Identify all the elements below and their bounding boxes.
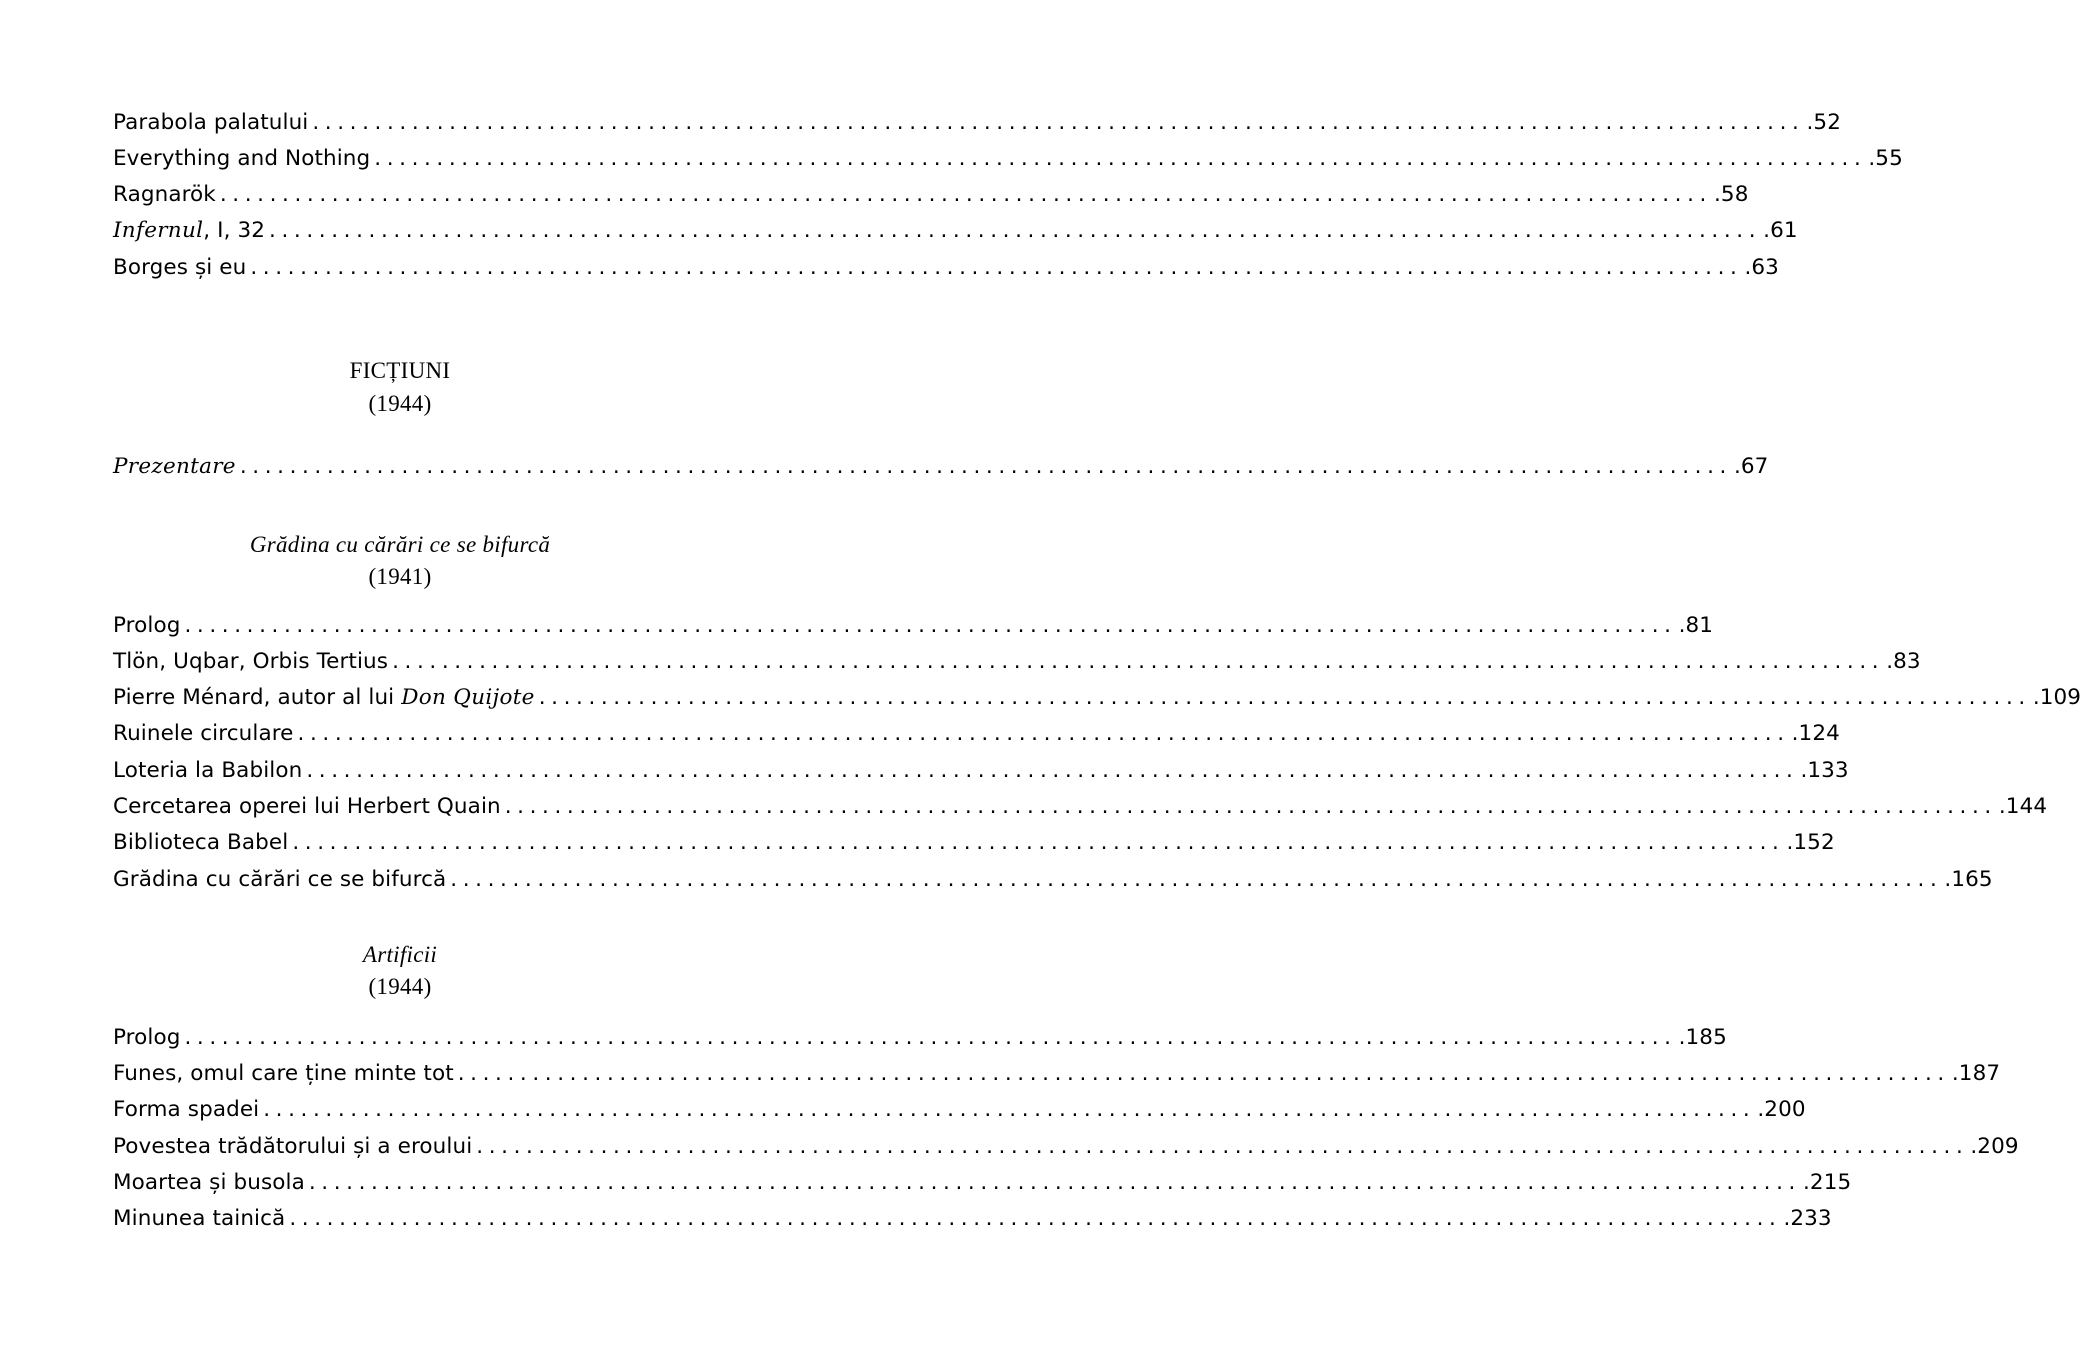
- dot-leader: ........................................................................................................................: [476, 1134, 1969, 1159]
- dot-leader: ........................................................................................................................: [538, 685, 2031, 710]
- entry-page: .55: [1868, 146, 1903, 171]
- subsection-title: Artificii: [362, 942, 438, 967]
- dot-leader: ........................................................................................................................: [457, 1061, 1950, 1086]
- entry-page: .83: [1886, 649, 1921, 674]
- toc-entry[interactable]: [113, 865, 1993, 895]
- dot-leader: ........................................................................................................................: [297, 721, 1790, 746]
- entry-title: Borges și eu: [113, 255, 247, 280]
- entry-title: Ragnarök: [113, 182, 216, 207]
- toc-entry[interactable]: [113, 216, 1798, 246]
- toc-entry[interactable]: [113, 683, 2081, 713]
- toc-entry[interactable]: [113, 1168, 1852, 1198]
- dot-leader: ........................................................................................................................: [504, 794, 1997, 819]
- dot-leader: ........................................................................................................................: [306, 758, 1799, 783]
- entry-page: .185: [1678, 1025, 1727, 1050]
- entry-page: .58: [1713, 182, 1749, 207]
- entry-title-rest: , I, 32: [203, 218, 266, 243]
- entry-title: Parabola palatului: [113, 110, 309, 135]
- entry-title-main: Pierre Ménard, autor al lui: [113, 685, 402, 710]
- entry-title: [113, 452, 236, 482]
- dot-leader: ........................................................................................................................: [184, 1025, 1677, 1050]
- toc-entry[interactable]: [113, 647, 1921, 677]
- toc-entry[interactable]: [113, 180, 1749, 210]
- dot-leader: ........................................................................................................................: [374, 146, 1867, 171]
- dot-leader: ........................................................................................................................: [312, 110, 1805, 135]
- dot-leader: ........................................................................................................................: [239, 454, 1732, 479]
- entry-title: Forma spadei: [113, 1097, 260, 1122]
- entry-title-italic: Infernul: [113, 218, 204, 243]
- dot-leader: ........................................................................................................................: [263, 1097, 1756, 1122]
- dot-leader: ........................................................................................................................: [292, 830, 1785, 855]
- toc-entry[interactable]: [113, 144, 1903, 174]
- dot-leader: ........................................................................................................................: [219, 182, 1712, 207]
- entry-page: .233: [1783, 1206, 1832, 1231]
- dot-leader: ........................................................................................................................: [250, 255, 1743, 280]
- section-year: (1944): [368, 391, 432, 416]
- entry-page: .187: [1951, 1061, 2001, 1086]
- toc-entry[interactable]: [113, 253, 1779, 283]
- entry-page: .165: [1944, 867, 1993, 892]
- entry-title: [113, 216, 265, 246]
- toc-entry[interactable]: [113, 1132, 2019, 1162]
- entry-page: .109: [2032, 685, 2081, 710]
- entry-page: .144: [1998, 794, 2048, 819]
- subsection-year: (1944): [368, 974, 432, 999]
- entry-title-italic: Prezentare: [113, 454, 236, 479]
- toc-entry[interactable]: [113, 1095, 1806, 1125]
- entry-page: .52: [1806, 110, 1841, 135]
- dot-leader: ........................................................................................................................: [289, 1206, 1782, 1231]
- entry-title: Prolog: [113, 613, 181, 638]
- toc-entry[interactable]: [113, 1023, 1727, 1053]
- dot-leader: ........................................................................................................................: [269, 218, 1762, 243]
- dot-leader: ........................................................................................................................: [450, 867, 1943, 892]
- entry-title: Tlön, Uqbar, Orbis Tertius: [113, 649, 389, 674]
- dot-leader: ........................................................................................................................: [392, 649, 1885, 674]
- entry-page: .133: [1800, 758, 1849, 783]
- entry-page: .152: [1786, 830, 1835, 855]
- entry-page: .200: [1757, 1097, 1806, 1122]
- entry-title: Minunea tainică: [113, 1206, 286, 1231]
- toc-entry[interactable]: [113, 792, 2048, 822]
- entry-title: Moartea și busola: [113, 1170, 305, 1195]
- entry-title: Loteria la Babilon: [113, 758, 303, 783]
- entry-page: .81: [1678, 613, 1714, 638]
- toc-entry[interactable]: [113, 611, 1714, 641]
- section-title: FICȚIUNI: [349, 358, 451, 383]
- entry-title: Cercetarea operei lui Herbert Quain: [113, 794, 501, 819]
- toc-entry[interactable]: [113, 828, 1835, 858]
- entry-title: Prolog: [113, 1025, 181, 1050]
- entry-page: .124: [1791, 721, 1840, 746]
- toc-entry[interactable]: [113, 1204, 1832, 1234]
- dot-leader: ........................................................................................................................: [184, 613, 1677, 638]
- entry-page: .67: [1733, 454, 1769, 479]
- entry-title: Ruinele circulare: [113, 721, 294, 746]
- entry-page: .215: [1802, 1170, 1852, 1195]
- toc-entry[interactable]: [113, 719, 1840, 749]
- subsection-year: (1941): [368, 564, 432, 589]
- entry-page: .209: [1970, 1134, 2019, 1159]
- entry-title: Everything and Nothing: [113, 146, 371, 171]
- entry-title-italic: Don Quijote: [401, 685, 535, 710]
- toc-entry[interactable]: [113, 452, 1769, 482]
- entry-title: Funes, omul care ține minte tot: [113, 1061, 454, 1086]
- subsection-title: Grădina cu cărări ce se bifurcă: [249, 532, 551, 557]
- entry-title: Biblioteca Babel: [113, 830, 289, 855]
- dot-leader: ........................................................................................................................: [308, 1170, 1801, 1195]
- entry-title: [113, 683, 535, 713]
- entry-page: .63: [1744, 255, 1779, 280]
- toc-entry[interactable]: [113, 756, 1849, 786]
- entry-page: .61: [1763, 218, 1798, 243]
- entry-title: Grădina cu cărări ce se bifurcă: [113, 867, 447, 892]
- entry-title: Povestea trădătorului și a eroului: [113, 1134, 473, 1159]
- toc-entry[interactable]: [113, 108, 1841, 138]
- toc-entry[interactable]: [113, 1059, 2001, 1089]
